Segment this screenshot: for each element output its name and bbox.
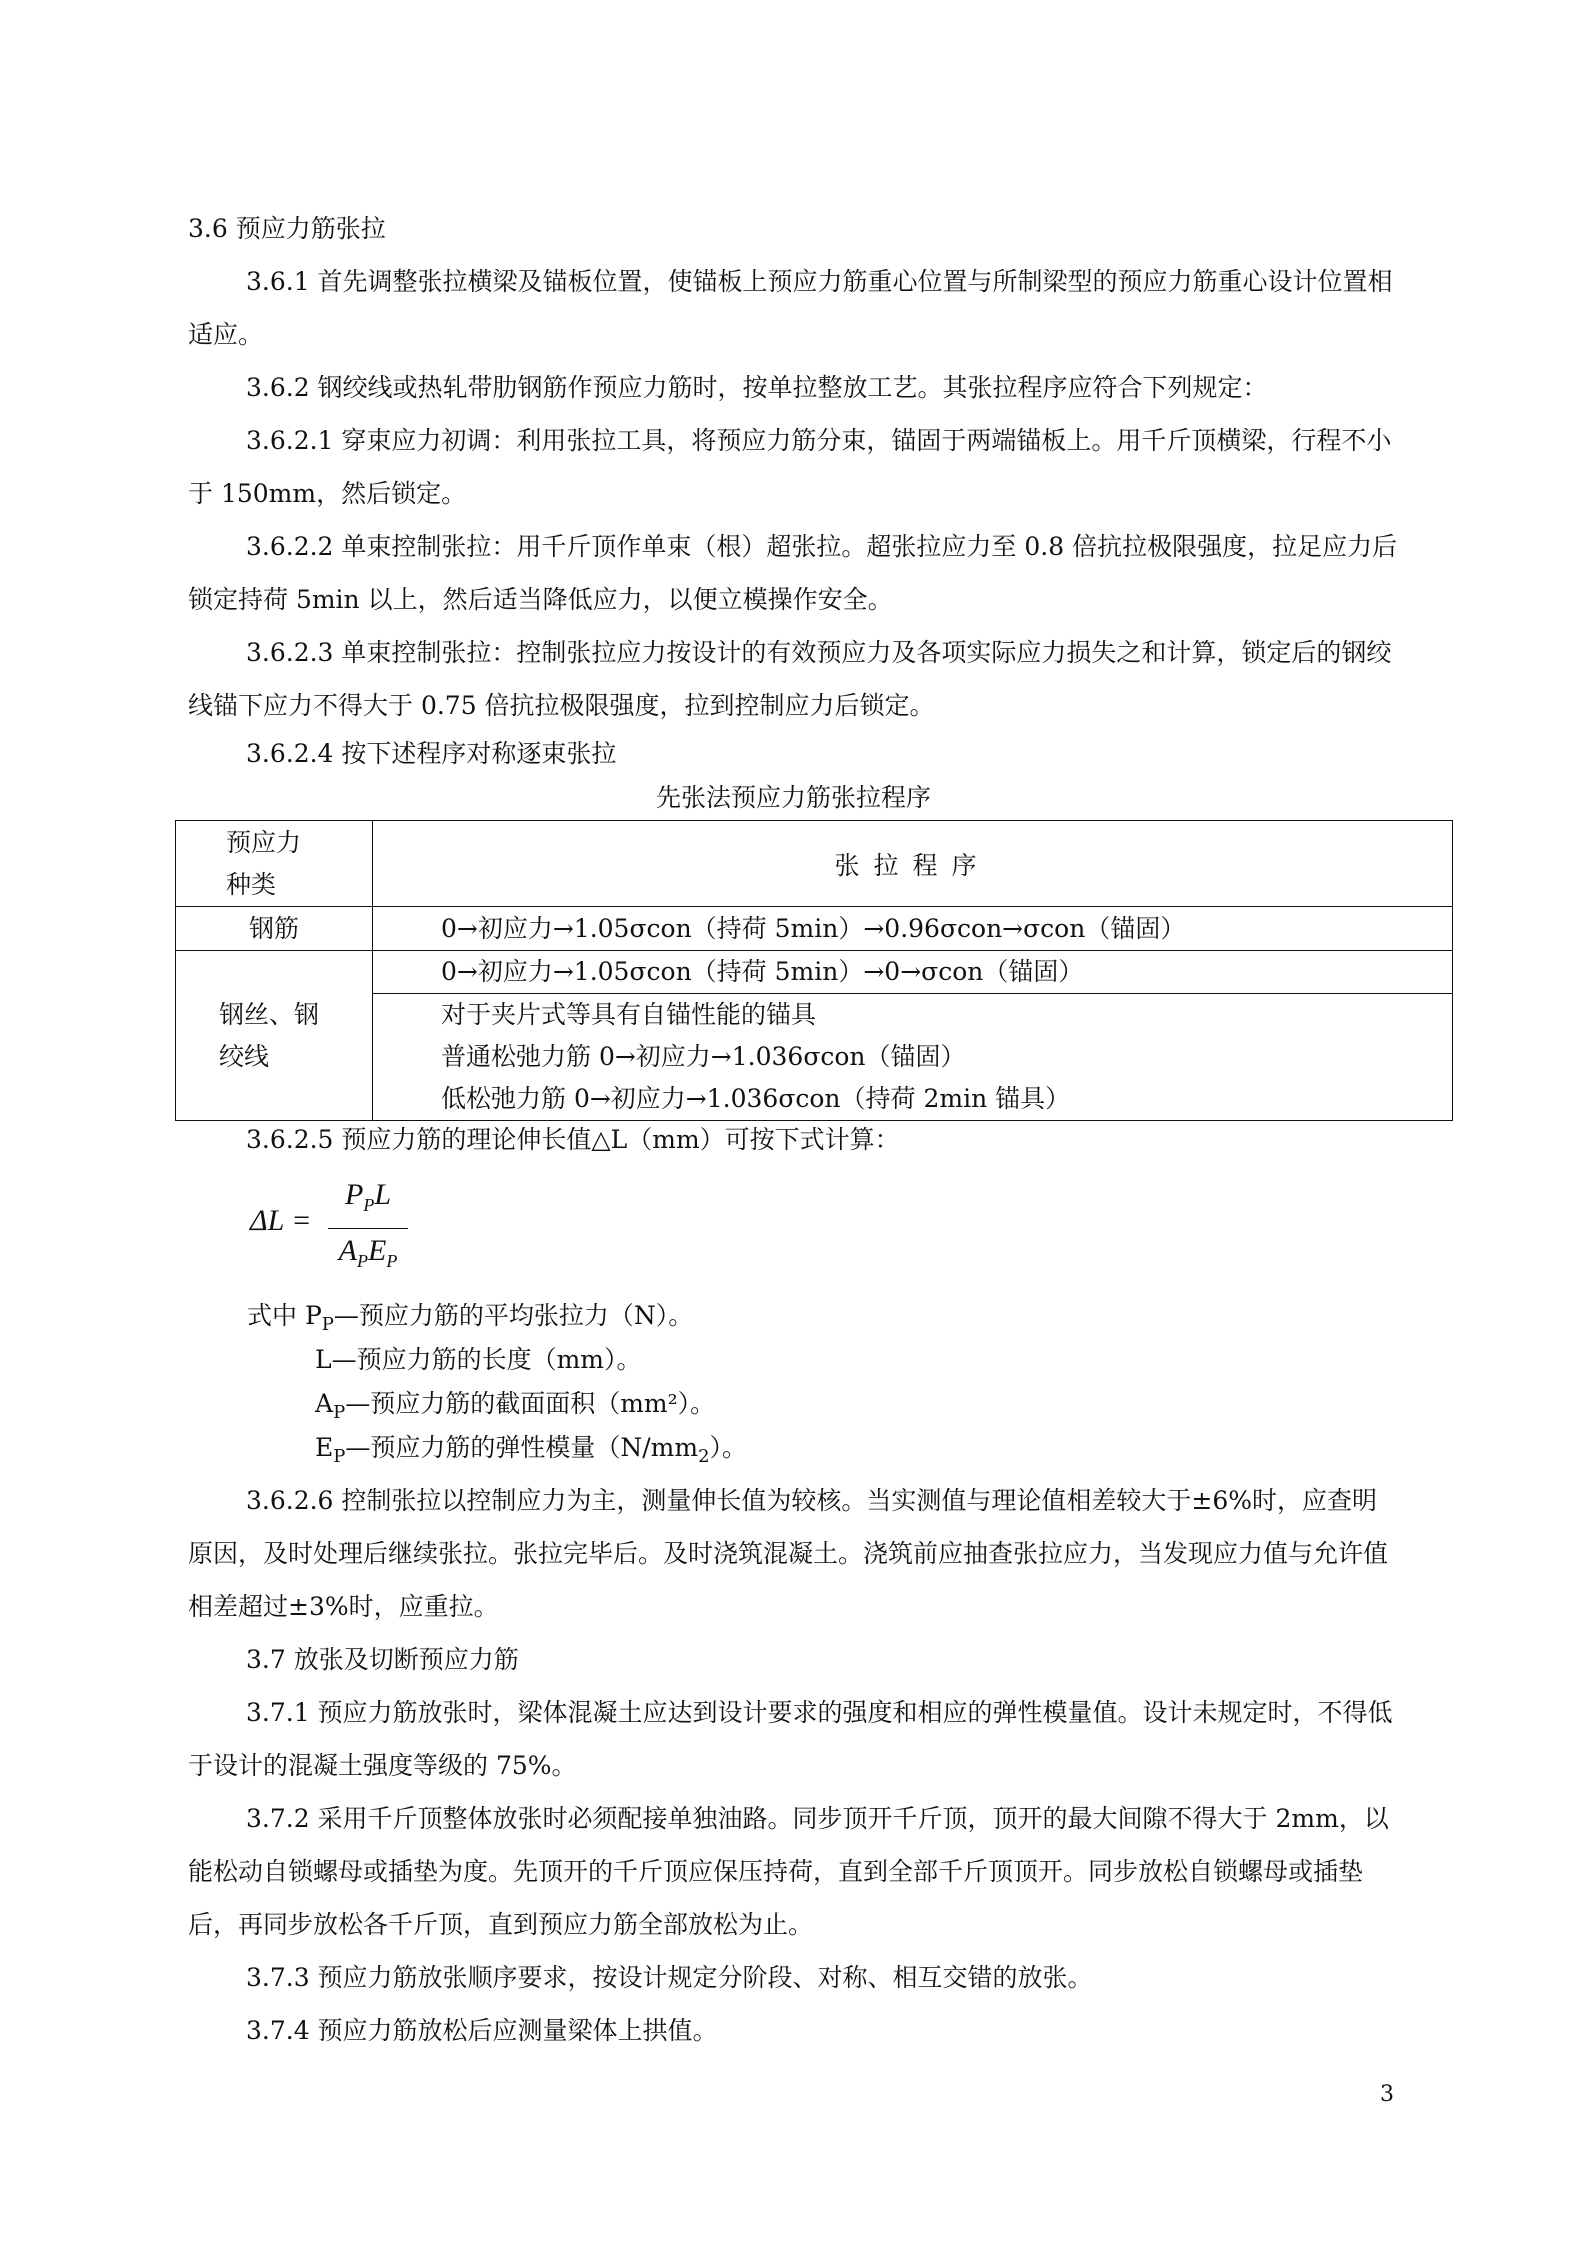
table-row-rebar <box>176 907 1453 951</box>
paragraph-3-6-2-1: 3.6.2.1 穿束应力初调：利用张拉工具，将预应力筋分束，锚固于两端锚板上。用千斤顶横梁，行程不小于 150mm，然后锁定。 <box>188 426 1392 508</box>
cell-proc-rebar: 0→初应力→1.05σcon（持荷 5min）→0.96σcon→σcon（锚固） <box>373 907 1453 951</box>
tension-procedure-table <box>175 820 1453 1121</box>
cell-type-strand: 钢丝、钢绞线 <box>176 951 373 1121</box>
paragraph-3-6-1: 3.6.1 首先调整张拉横梁及锚板位置，使锚板上预应力筋重心位置与所制梁型的预应力筋重心设计位置相适应。 <box>188 267 1393 349</box>
definition-pp: 式中 $P_P—$预应力筋的平均张拉力（N）。 <box>247 1301 694 1335</box>
formula-numerator: $P_PL$ <box>328 1176 408 1229</box>
paragraph-3-6-2-6: 3.6.2.6 控制张拉以控制应力为主，测量伸长值为较核。当实测值与理论值相差较大于±6%时，应查明原因，及时处理后继续张拉。张拉完毕后。及时浇筑混凝土。浇筑前应抽查张拉应力，当发现应力值与允许值相差超过±3%时，应重拉。 <box>188 1486 1389 1621</box>
paragraph-3-7-1: 3.7.1 预应力筋放张时，梁体混凝土应达到设计要求的强度和相应的弹性模量值。设计未规定时，不得低于设计的混凝土强度等级的 75%。 <box>188 1698 1393 1780</box>
definition-l: L—预应力筋的长度（mm）。 <box>315 1345 642 1374</box>
paragraph-3-6-2-2: 3.6.2.2 单束控制张拉：用千斤顶作单束（根）超张拉。超张拉应力至 0.8 倍抗拉极限强度，拉足应力后锁定持荷 5min 以上，然后适当降低应力，以便立模操作安全。 <box>188 532 1398 614</box>
paragraph-3-7-2: 3.7.2 采用千斤顶整体放张时必须配接单独油路。同步顶开千斤顶，顶开的最大间隙不得大于 2mm，以能松动自锁螺母或插垫为度。先顶开的千斤顶应保压持荷，直到全部千斤顶顶开。同步放松自锁螺母或插垫后，再同步放松各千斤顶，直到预应力筋全部放松为止。 <box>188 1804 1389 1939</box>
header-type: 预应力种类 <box>176 821 373 907</box>
paragraph-3-6-2-3: 3.6.2.3 单束控制张拉：控制张拉应力按设计的有效预应力及各项实际应力损失之和计算，锁定后的钢绞线锚下应力不得大于 0.75 倍抗拉极限强度，拉到控制应力后锁定。 <box>188 638 1392 720</box>
paragraph-3-6-2-4: 3.6.2.4 按下述程序对称逐束张拉 <box>246 739 617 768</box>
cell-type-rebar: 钢筋 <box>176 907 373 951</box>
paragraph-3-6-2: 3.6.2 钢绞线或热轧带肋钢筋作预应力筋时，按单拉整放工艺。其张拉程序应符合下列规定： <box>246 373 1268 402</box>
formula-denominator: $A_PE_P$ <box>338 1234 398 1271</box>
heading-3-7: 3.7 放张及切断预应力筋 <box>246 1645 519 1674</box>
formula-lhs: ΔL = <box>250 1204 312 1237</box>
cell-proc-strand-4: 低松弛力筋 0→初应力→1.036σcon（持荷 2min 锚具） <box>441 1084 1071 1113</box>
formula-fraction <box>328 1176 408 1283</box>
definition-ap: $A_P—$预应力筋的截面面积（mm²）。 <box>315 1389 716 1423</box>
heading-3-6: 3.6 预应力筋张拉 <box>188 214 386 243</box>
paragraph-3-7-3: 3.7.3 预应力筋放张顺序要求，按设计规定分阶段、对称、相互交错的放张。 <box>246 1963 1093 1992</box>
cell-proc-strand-3: 普通松弛力筋 0→初应力→1.036σcon（锚固） <box>441 1042 966 1071</box>
paragraph-3-6-2-5: 3.6.2.5 预应力筋的理论伸长值△L（mm）可按下式计算： <box>246 1125 900 1154</box>
paragraph-3-7-4: 3.7.4 预应力筋放松后应测量梁体上拱值。 <box>246 2016 718 2045</box>
cell-proc-strand-group <box>373 951 1453 1121</box>
table-caption: 先张法预应力筋张拉程序 <box>655 783 931 812</box>
table-row-strand <box>176 951 1453 1121</box>
header-procedure: 张拉程序 <box>373 821 1453 907</box>
cell-proc-strand-2: 对于夹片式等具有自锚性能的锚具 <box>441 1000 817 1029</box>
definition-ep: $E_P—$预应力筋的弹性模量$(N/mm_2)$。 <box>315 1433 748 1467</box>
table-header-row <box>176 821 1453 907</box>
cell-proc-strand-1: 0→初应力→1.05σcon（持荷 5min）→0→σcon（锚固） <box>373 951 1452 994</box>
page-number: 3 <box>1380 2082 1394 2107</box>
